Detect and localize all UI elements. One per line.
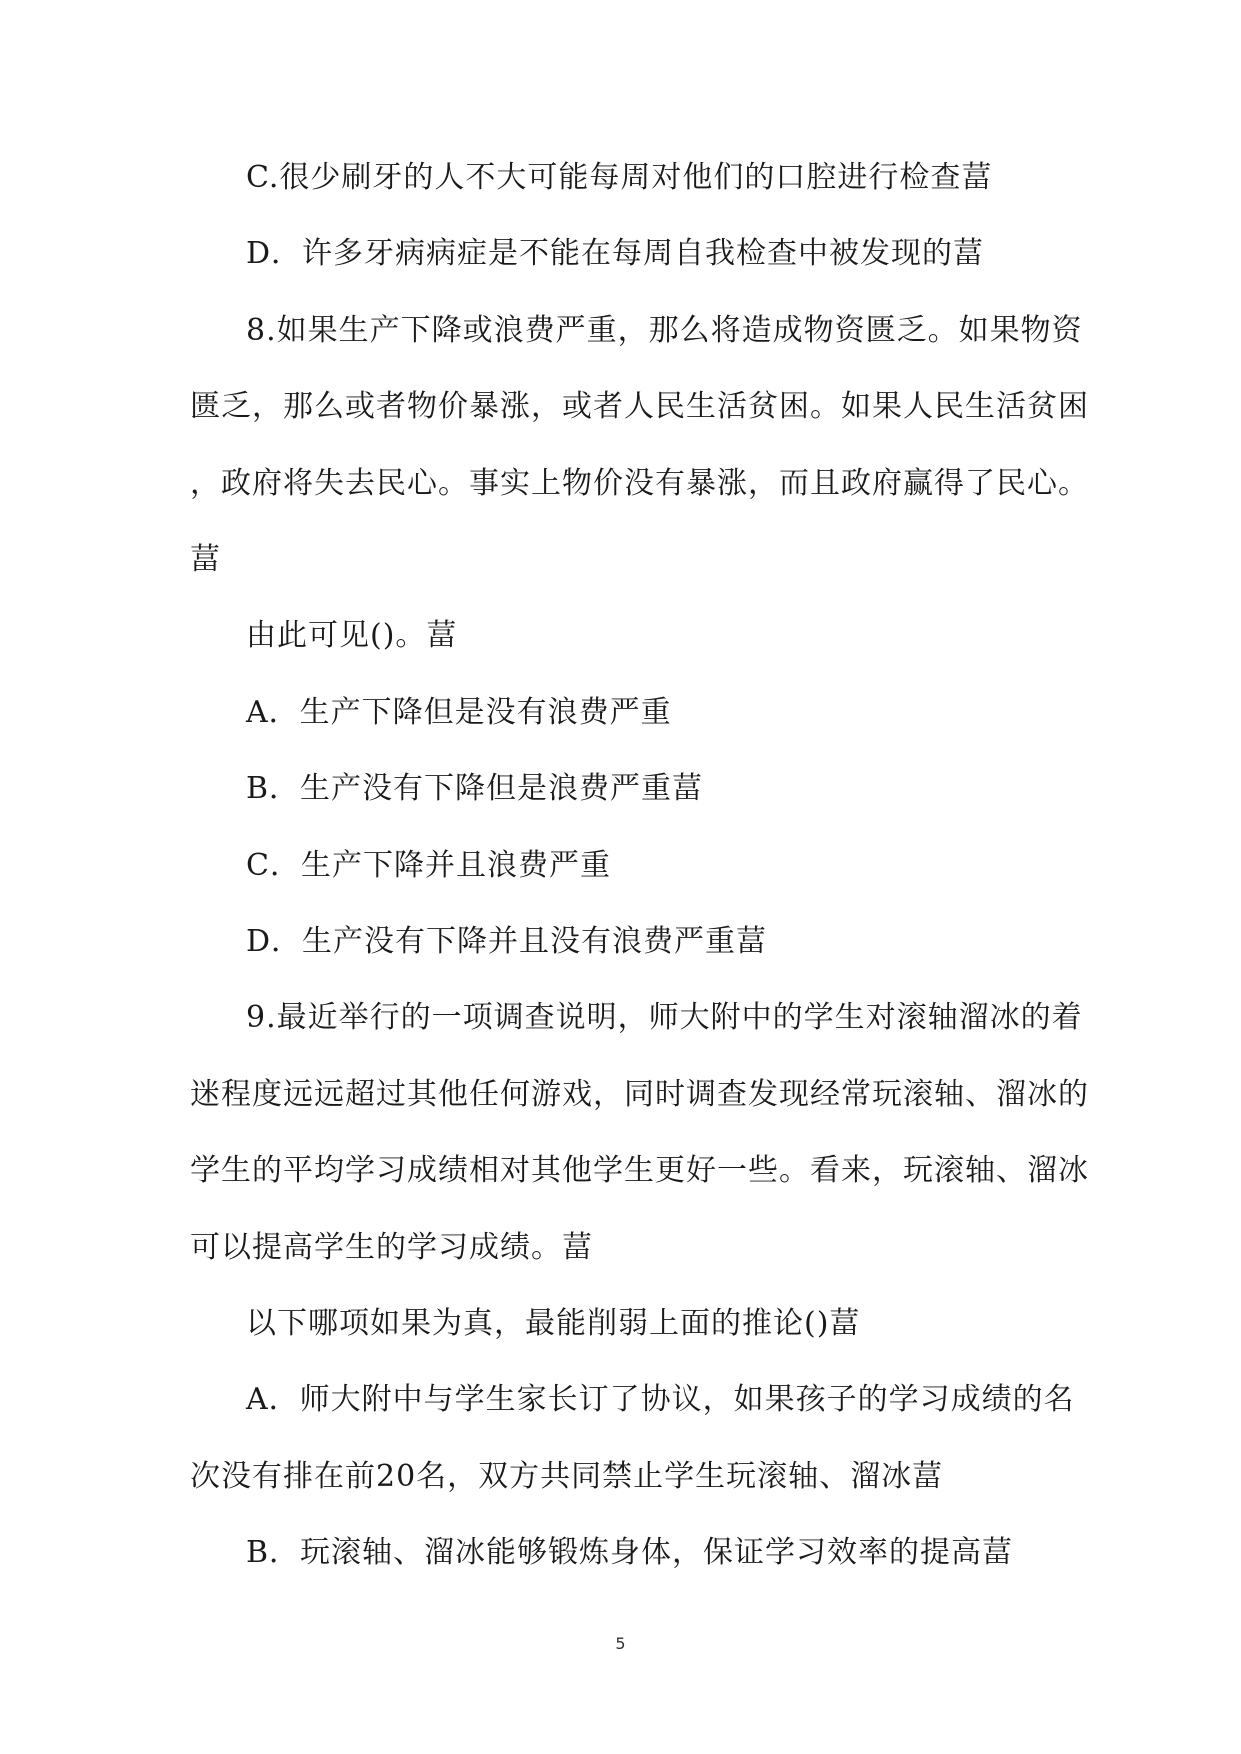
question-9-line-1: 9.最近举行的一项调查说明，师大附中的学生对滚轴溜冰的着 xyxy=(246,1000,1083,1035)
option-d-q8: D．生产没有下降并且没有浪费严重葍 xyxy=(246,924,768,959)
question-8-line-1: 8.如果生产下降或浪费严重，那么将造成物资匮乏。如果物资 xyxy=(246,313,1083,348)
question-8-line-4: 葍 xyxy=(190,542,221,577)
option-b-q9: B．玩滚轴、溜冰能够锻炼身体，保证学习效率的提高葍 xyxy=(246,1535,1014,1570)
question-9-line-2: 迷程度远远超过其他任何游戏，同时调查发现经常玩滚轴、溜冰的 xyxy=(190,1077,1089,1112)
option-c-q7: C.很少刷牙的人不大可能每周对他们的口腔进行检查葍 xyxy=(246,160,993,195)
option-a-q9-line-2: 次没有排在前20名，双方共同禁止学生玩滚轴、溜冰葍 xyxy=(190,1459,944,1494)
question-9-line-3: 学生的平均学习成绩相对其他学生更好一些。看来，玩滚轴、溜冰 xyxy=(190,1153,1089,1188)
question-9-prompt: 以下哪项如果为真，最能削弱上面的推论()葍 xyxy=(246,1306,861,1341)
option-b-q8: B．生产没有下降但是浪费严重葍 xyxy=(246,771,704,806)
question-9-line-4: 可以提高学生的学习成绩。葍 xyxy=(190,1230,593,1265)
question-8-prompt: 由此可见()。葍 xyxy=(246,618,458,653)
question-8-line-3: ，政府将失去民心。事实上物价没有暴涨，而且政府赢得了民心。 xyxy=(190,466,1089,501)
question-8-line-2: 匮乏，那么或者物价暴涨，或者人民生活贫困。如果人民生活贫困 xyxy=(190,389,1089,424)
option-d-q7: D．许多牙病病症是不能在每周自我检查中被发现的葍 xyxy=(246,236,985,271)
page-number: 5 xyxy=(615,1634,626,1653)
option-a-q8: A．生产下降但是没有浪费严重 xyxy=(246,695,672,730)
option-c-q8: C．生产下降并且浪费严重 xyxy=(246,848,611,883)
option-a-q9-line-1: A．师大附中与学生家长订了协议，如果孩子的学习成绩的名 xyxy=(246,1382,1075,1417)
